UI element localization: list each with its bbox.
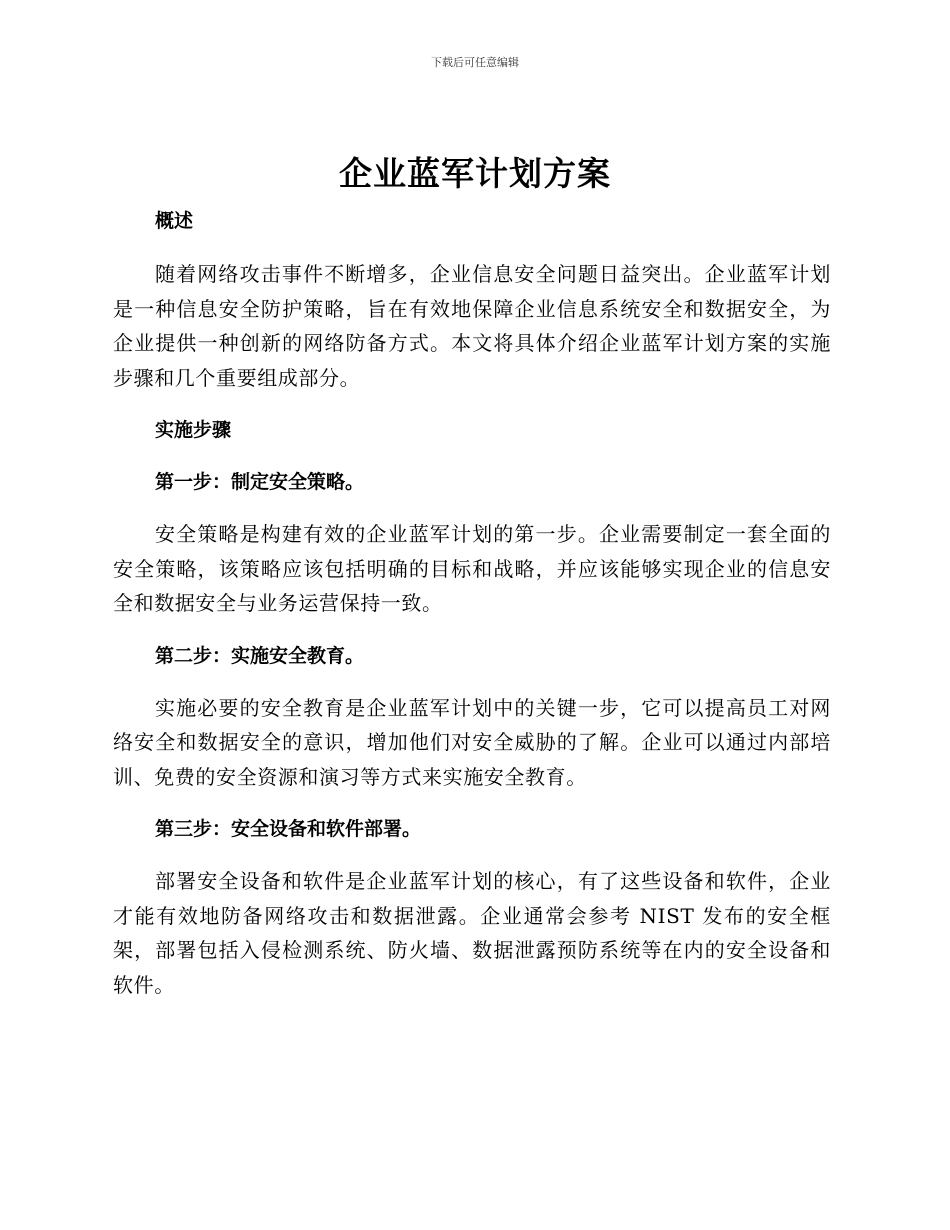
document-body xyxy=(113,204,831,1002)
overview-paragraph: 随着网络攻击事件不断增多，企业信息安全问题日益突出。企业蓝军计划是一种信息安全防护策略，旨在有效地保障企业信息系统安全和数据安全，为企业提供一种创新的网络防备方式。本文将具体介绍企业蓝军计划方案的实施步骤和几个重要组成部分。 xyxy=(113,262,831,390)
overview-heading: 概述 xyxy=(155,210,194,232)
header-note: 下载后可任意编辑 xyxy=(431,56,519,69)
step2-paragraph: 实施必要的安全教育是企业蓝军计划中的关键一步，它可以提高员工对网络安全和数据安全的意识，增加他们对安全威胁的了解。企业可以通过内部培训、免费的安全资源和演习等方式来实施安全教育。 xyxy=(113,695,831,789)
step1-paragraph: 安全策略是构建有效的企业蓝军计划的第一步。企业需要制定一套全面的安全策略，该策略应该包括明确的目标和战略，并应该能够实现企业的信息安全和数据安全与业务运营保持一致。 xyxy=(113,522,831,615)
document-title: 企业蓝军计划方案 xyxy=(339,154,611,193)
step3-paragraph: 部署安全设备和软件是企业蓝军计划的核心，有了这些设备和软件，企业才能有效地防备网络攻击和数据泄露。企业通常会参考 NIST 发布的安全框架，部署包括入侵检测系统、防火墙、数据泄露预防系统等在内的安全设备和软件。 xyxy=(113,869,831,997)
step3-heading: 第三步：安全设备和软件部署。 xyxy=(155,818,422,840)
step1-heading: 第一步：制定安全策略。 xyxy=(155,471,365,493)
step2-heading: 第二步：实施安全教育。 xyxy=(155,644,365,667)
steps-heading: 实施步骤 xyxy=(155,419,232,441)
